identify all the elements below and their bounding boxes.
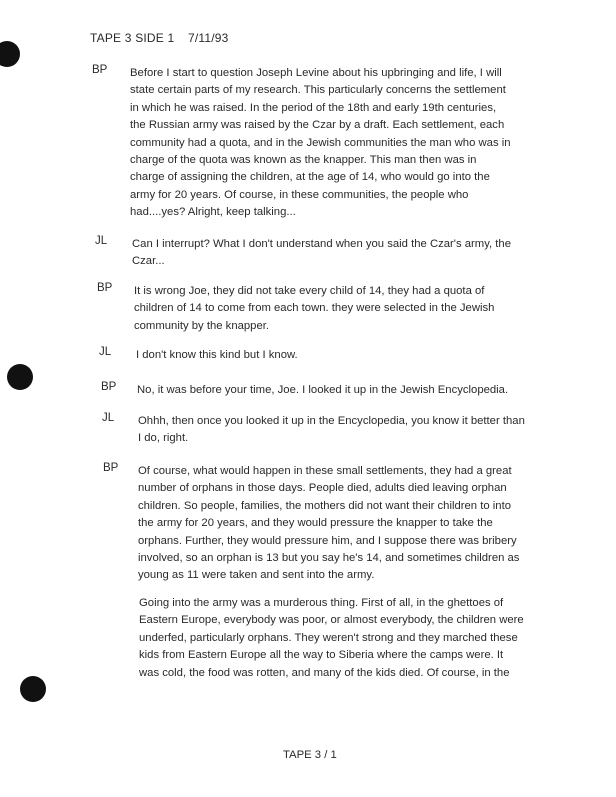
transcript-turn xyxy=(137,382,508,399)
speaker-label: JL xyxy=(99,346,112,358)
text-line: involved, so an orphan is 13 but you say he's 14, and sometimes children as xyxy=(138,552,520,565)
transcript-turn xyxy=(132,236,511,271)
speaker-label: BP xyxy=(103,462,119,474)
text-line: children of 14 to come from each town. they were selected in the Jewish xyxy=(134,302,495,315)
text-line: the army for 20 years, and they would pressure the knapper to take the xyxy=(138,517,493,530)
tape-label: TAPE 3 SIDE 1 xyxy=(90,31,175,45)
transcript-turn xyxy=(130,65,511,222)
text-line: Czar... xyxy=(132,255,165,268)
speaker-label: JL xyxy=(102,412,115,424)
page-footer: TAPE 3 / 1 xyxy=(283,749,337,761)
text-line: underfed, particularly orphans. They weren't strong and they marched these xyxy=(139,631,518,644)
text-line: Before I start to question Joseph Levine about his upbringing and life, I will xyxy=(130,67,502,79)
text-line: orphans. Further, they would pressure him, and I suppose there was bribery xyxy=(138,534,517,547)
punch-hole-top xyxy=(0,41,20,67)
text-line: in which he was raised. In the period of the 18th and early 19th centuries, xyxy=(130,101,497,114)
transcript-paragraph xyxy=(139,595,524,682)
text-line: the Russian army was raised by the Czar by a draft. Each settlement, each xyxy=(130,119,505,132)
transcript-turn xyxy=(134,283,494,335)
text-line: Eastern Europe, everybody was poor, or almost everybody, the children were xyxy=(139,614,524,627)
text-line: community by the knapper. xyxy=(134,319,270,332)
text-line: Going into the army was a murderous thing. First of all, in the ghettoes of xyxy=(139,597,504,609)
transcript-turn xyxy=(136,347,298,364)
header-date: 7/11/93 xyxy=(187,31,229,45)
text-line: army for 20 years. Of course, in these communities, the people who xyxy=(130,188,469,201)
text-line: Of course, what would happen in these small settlements, they had a great xyxy=(138,465,512,477)
text-line: charge of the quota was known as the knapper. This man then was in xyxy=(130,154,477,167)
text-line: children. So people, families, the mothers did not want their children to into xyxy=(138,499,512,512)
text-line: charge of assigning the children, at the age of 14, who would go into the xyxy=(130,171,490,184)
text-line: Ohhh, then once you looked it up in the Encyclopedia, you know it better than xyxy=(138,415,525,427)
transcript-turn xyxy=(138,413,525,448)
page-header xyxy=(90,31,229,45)
text-line: was cold, the food was rotten, and many of the kids died. Of course, in the xyxy=(139,666,510,679)
transcript-turn xyxy=(138,463,519,585)
text-line: young as 11 were taken and sent into the army. xyxy=(138,569,375,582)
text-line: I do, right. xyxy=(138,432,189,445)
speaker-label: BP xyxy=(101,381,117,393)
text-line: kids from Eastern Europe all the way to Siberia where the camps were. It xyxy=(139,649,504,662)
speaker-label: JL xyxy=(95,235,108,247)
text-line: Can I interrupt? What I don't understand when you said the Czar's army, the xyxy=(132,238,511,250)
text-line: It is wrong Joe, they did not take every child of 14, they had a quota of xyxy=(134,285,485,297)
text-line: had....yes? Alright, keep talking... xyxy=(130,206,296,219)
text-line: I don't know this kind but I know. xyxy=(136,349,298,361)
speaker-label: BP xyxy=(97,282,113,294)
text-line: state certain parts of my research. This particularly concerns the settlement xyxy=(130,84,506,97)
speaker-label: BP xyxy=(92,64,108,76)
punch-hole-middle xyxy=(7,364,33,390)
text-line: No, it was before your time, Joe. I looked it up in the Jewish Encyclopedia. xyxy=(137,384,509,396)
punch-hole-bottom xyxy=(20,676,46,702)
text-line: number of orphans in those days. People died, adults died leaving orphan xyxy=(138,482,507,495)
text-line: community had a quota, and in the Jewish communities the man who was in xyxy=(130,136,511,149)
